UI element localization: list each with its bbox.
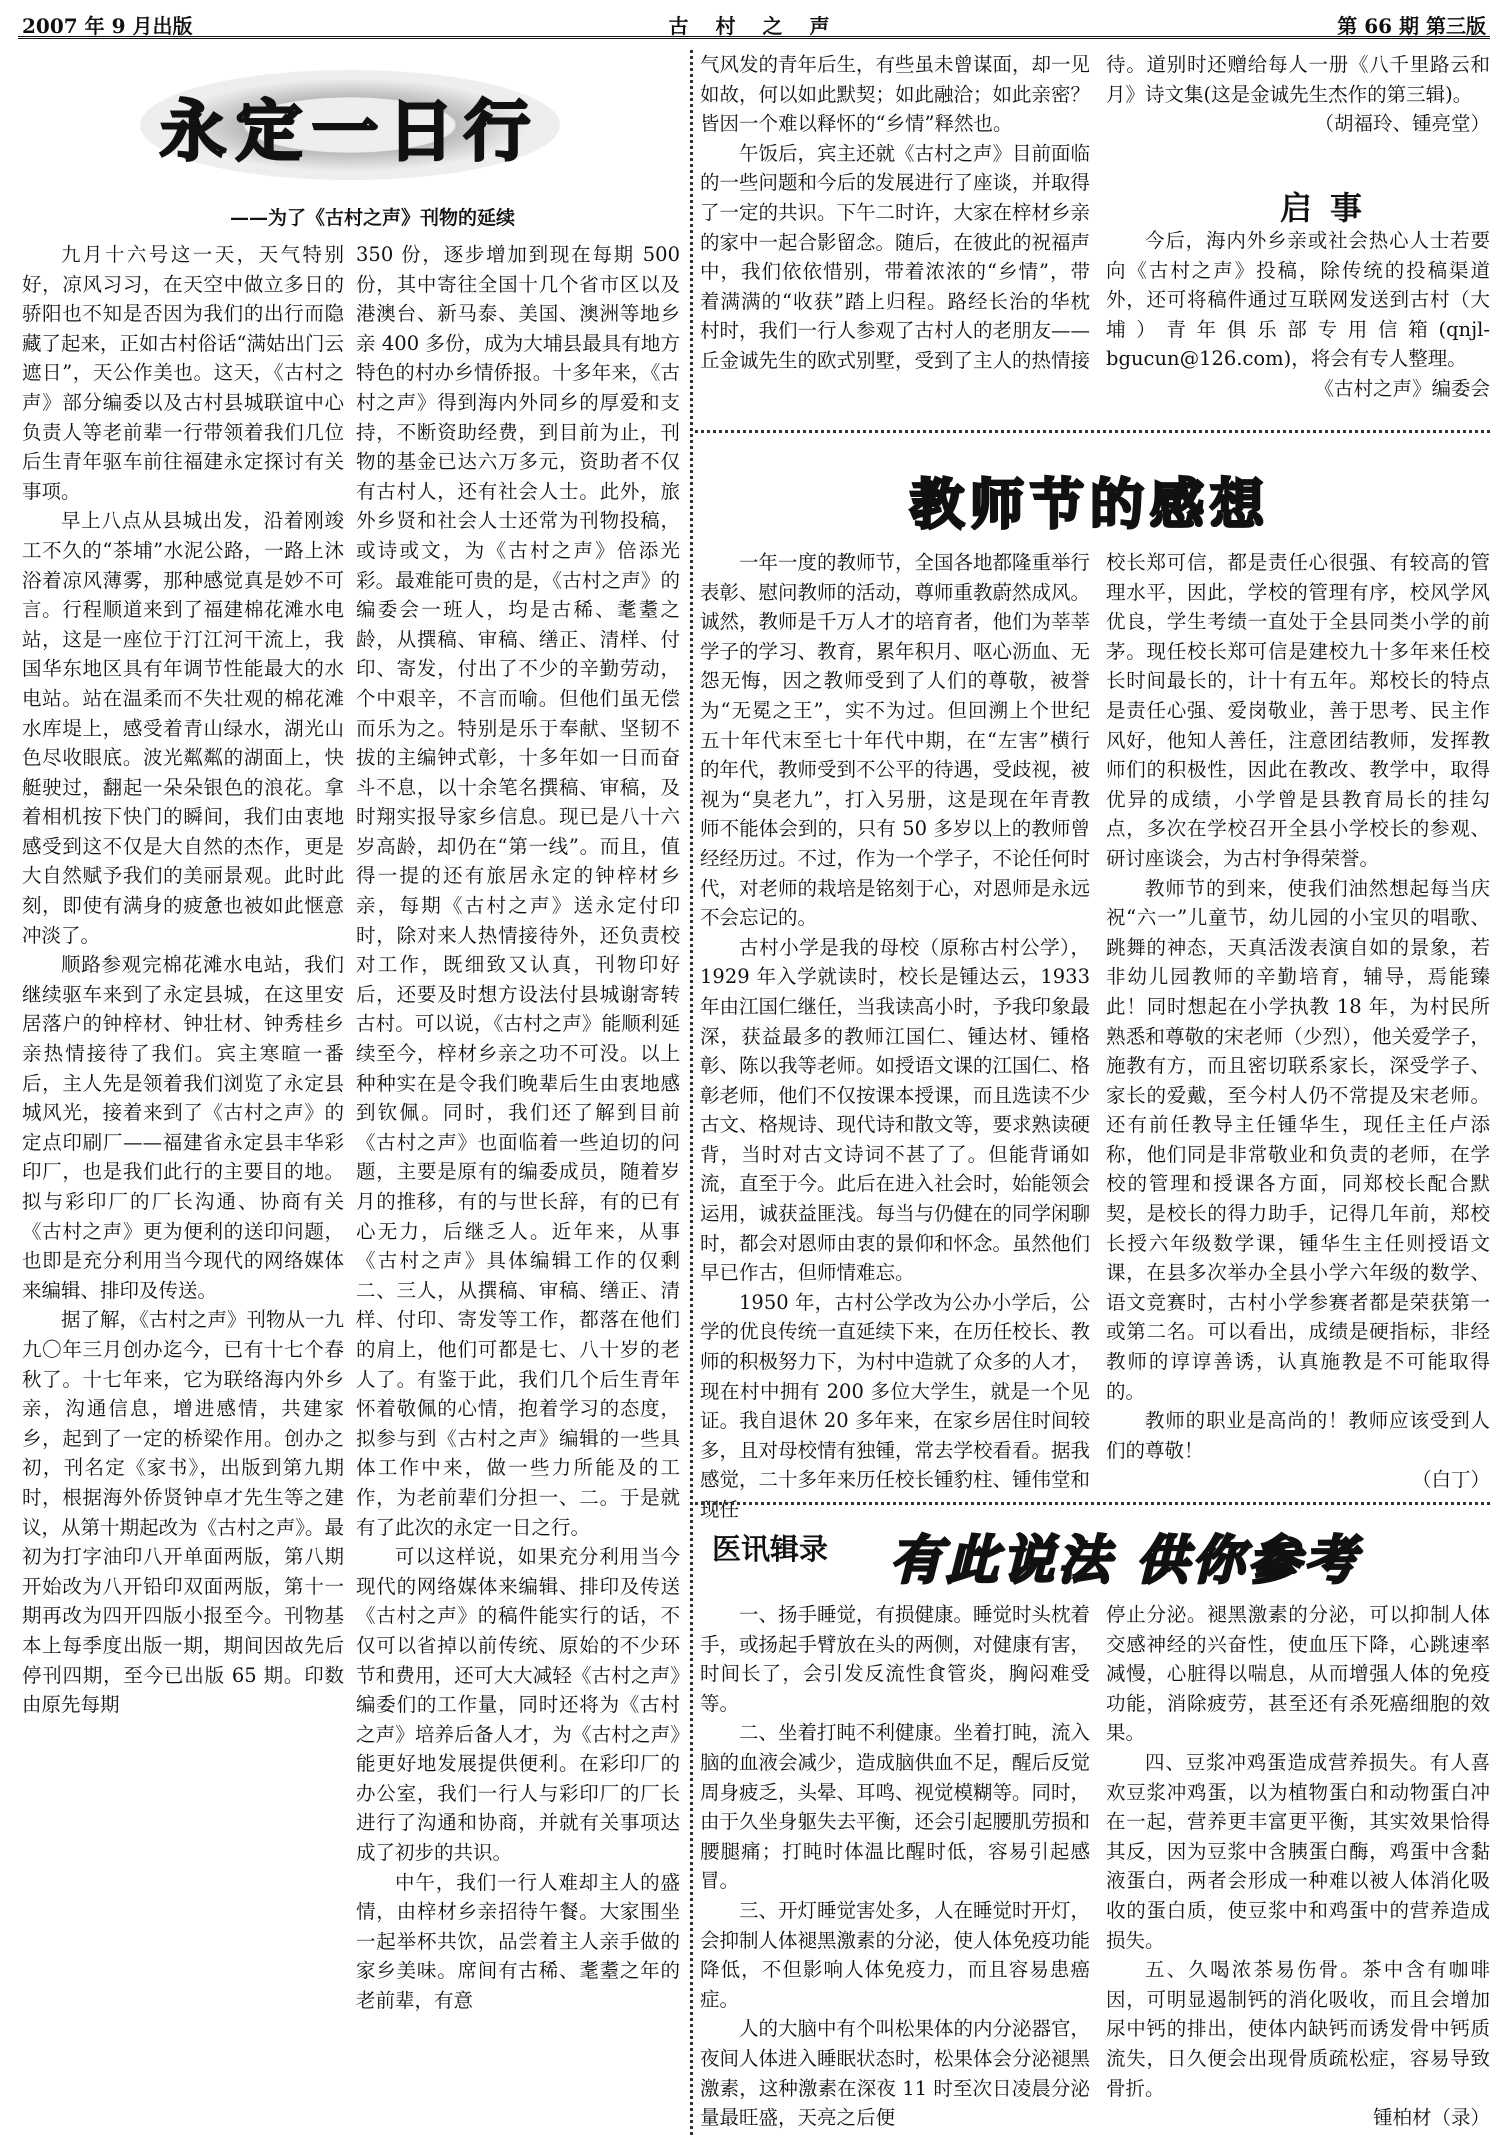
paragraph: 人的大脑中有个叫松果体的内分泌器官，夜间人体进入睡眠状态时，松果体会分泌褪黑激素，这种激素在深夜 11 时至次日凌晨分泌量最旺盛，天亮之后便: [700, 2017, 1091, 2130]
paragraph: 早上八点从县城出发，沿着刚竣工不久的“茶埔”水泥公路，一路上沐浴着凉风薄雾，那种感觉真是妙不可言。行程顺道来到了福建棉花滩水电站，这是一座位于汀江河干流上，我国华东地区具有年调节性能最大的水电站。站在温柔而不失壮观的棉花滩水库堤上，感受着青山绿水，湖光山色尽收眼底。波光粼粼的湖面上，快艇驶过，翻起一朵朵银色的浪花。拿着相机按下快门的瞬间，我们由衷地感受到这不仅是大自然的杰作，更是大自然赋予我们的美丽景观。此时此刻，即使有满身的疲惫也被如此惬意冲淡了。: [22, 509, 344, 947]
paragraph: 九月十六号这一天，天气特别好，凉风习习，在天空中做立多日的骄阳也不知是否因为我们的出行而隐藏了起来，正如古村俗话“满姑出门云遮日”，天公作美也。这天，《古村之声》部分编委以及古村县城联谊中心负责人等老前辈一行带领着我们几位后生青年驱车前往福建永定探讨有关事项。: [22, 243, 344, 503]
column-divider: [690, 50, 693, 2135]
travel-signature: （胡福玲、锺亮堂）: [1314, 112, 1490, 136]
paragraph: 二、坐着打盹不利健康。坐着打盹，流入脑的血液会减少，造成脑供血不足，醒后反觉周身疲乏，头晕、耳鸣、视觉模糊等。同时，由于久坐身躯失去平衡，还会引起腰肌劳损和腰腿痛；打盹时体温比醒时低，容易引起感冒。: [700, 1721, 1091, 1893]
section-divider: [695, 1502, 1490, 1505]
paragraph: 停止分泌。褪黑激素的分泌，可以抑制人体交感神经的兴奋性，使血压下降，心跳速率减慢，心脏得以喘息，从而增强人体的免疫功能，消除疲劳，甚至还有杀死癌细胞的效果。: [1106, 1603, 1490, 1745]
paragraph: 教师节的到来，使我们油然想起每当庆祝“六一”儿童节，幼儿园的小宝贝的唱歌、跳舞的神态，天真活泼表演自如的景象，若非幼儿园教师的辛勤培育，辅导，焉能臻此！同时想起在小学执教 18 年，为村民所熟悉和尊敬的宋老师（少烈），他关爱学子，施教有方，而且密切联系家长，深受学子、家长的爱戴，至今村人仍不常提及宋老师。还有前任教导主任锺华生，现任主任卢添称，他们同是非常敬业和负责的老师，在学校的管理和授课各方面，同郑校长配合默契，是校长的得力助手，记得几年前，郑校长授六年级数学课，锺华生主任则授语文课，在县多次举办全县小学六年级的数学、语文竞赛时，古村小学参赛者都是荣获第一或第二名。可以看出，成绩是硬指标，非经教师的谆谆善诱，认真施教是不可能取得的。: [1106, 876, 1490, 1403]
notice-signature: 《古村之声》编委会: [1314, 376, 1490, 400]
medical-column-left: [700, 1600, 1090, 2133]
page-header: [18, 8, 1490, 39]
paragraph: 三、开灯睡觉害处多，人在睡觉时开灯，会抑制人体褪黑激素的分泌，使人体免疫功能降低，不但影响人体免疫力，而且容易患癌症。: [700, 1898, 1091, 2011]
travel-title: 永定一日行: [160, 91, 540, 170]
travel-column-4: [1106, 50, 1490, 139]
paragraph: 四、豆浆冲鸡蛋造成营养损失。有人喜欢豆浆冲鸡蛋，以为植物蛋白和动物蛋白冲在一起，营养更丰富更平衡，其实效果恰得其反，因为豆浆中含胰蛋白酶，鸡蛋中含黏液蛋白，两者会形成一种难以被人体消化吸收的蛋白质，使豆浆中和鸡蛋中的营养造成损失。: [1106, 1750, 1490, 1952]
medical-label: 医讯辑录: [712, 1532, 829, 1566]
teacher-signature: （白丁）: [1411, 1468, 1490, 1492]
paragraph: 校长郑可信，都是责任心很强、有较高的管理水平，因此，学校的管理有序，校风学风优良，学生考绩一直处于全县同类小学的前茅。现任校长郑可信是建校九十多年来任校长时间最长的，计十有五年。郑校长的特点是责任心强、爱岗敬业，善于思考、民主作风好，他知人善任，注意团结教师，发挥教师们的积极性，因此在教改、教学中，取得优异的成绩，小学曾是县教育局长的挂勾点，多次在学校召开全县小学校长的参观、研讨座谈会，为古村争得荣誉。: [1106, 551, 1490, 870]
notice-title: 启事: [1280, 189, 1381, 227]
paragraph: 待。道别时还赠给每人一册《八千里路云和月》诗文集(这是金诚先生杰作的第三辑)。: [1106, 53, 1490, 106]
travel-column-3: [700, 50, 1090, 376]
issue-info: 第 66 期 第三版: [1337, 14, 1486, 38]
teacher-column-right: [1106, 548, 1490, 1495]
paragraph: 今后，海内外乡亲或社会热心人士若要向《古村之声》投稿，除传统的投稿渠道外，还可将稿件通过互联网发送到古村（大埔）青年俱乐部专用信箱(qnjl-bgucun@126.com)，将会有专人整理。: [1106, 229, 1490, 371]
teacher-title: 教师节的感想: [910, 472, 1270, 536]
travel-title-banner: [140, 70, 560, 180]
paragraph: 可以这样说，如果充分利用当今现代的网络媒体来编辑、排印及传送《古村之声》的稿件能实行的话，不仅可以省掉以前传统、原始的不少环节和费用，还可大大减轻《古村之声》编委们的工作量，同时还将为《古村之声》培养后备人才，为《古村之声》能更好地发展提供便利。在彩印厂的办公室，我们一行人与彩印厂的厂长进行了沟通和协商，并就有关事项达成了初步的共识。: [356, 1545, 680, 1865]
travel-subtitle: ——为了《古村之声》刊物的延续: [230, 207, 516, 229]
paragraph: 350 份，逐步增加到现在每期 500 份，其中寄往全国十几个省市区以及港澳台、新马泰、美国、澳洲等地乡亲 400 多份，成为大埔县最具有地方特色的村办乡情侨报。十多年来，《古村之声》得到海内外同乡的厚爱和支持，不断资助经费，到目前为止，刊物的基金已达六万多元，资助者不仅有古村人，还有社会人士。此外，旅外乡贤和社会人士还常为刊物投稿，或诗或文，为《古村之声》倍添光彩。最难能可贵的是，《古村之声》的编委会一班人，均是古稀、耄耋之龄，从撰稿、审稿、缮正、清样、付印、寄发，付出了不少的辛勤劳动，个中艰辛，不言而喻。但他们虽无偿而乐为之。特别是乐于奉献、坚韧不拔的主编钟式彰，十多年如一日而奋斗不息，以十余笔名撰稿、审稿，及时翔实报导家乡信息。现已是八十六岁高龄，却仍在“第一线”。而且，值得一提的还有旅居永定的钟梓材乡亲，每期《古村之声》送永定付印时，除对来人热情接待外，还负责校对工作，既细致又认真，刊物印好后，还要及时想方设法付县城谢寄转古村。可以说，《古村之声》能顺利延续至今，梓材乡亲之功不可没。以上种种实在是令我们晚辈后生由衷地感到钦佩。同时，我们还了解到目前《古村之声》也面临着一些迫切的问题，主要是原有的编委成员，随着岁月的推移，有的与世长辞，有的已有心无力，后继乏人。近年来，从事《古村之声》具体编辑工作的仅剩二、三人，从撰稿、审稿、缮正、清样、付印、寄发等工作，都落在他们的肩上，他们可都是七、八十岁的老人了。有鉴于此，我们几个后生青年怀着敬佩的心情，抱着学习的态度，拟参与到《古村之声》编辑的一些具体工作中来，做一些力所能及的工作，为老前辈们分担一、二。于是就有了此次的永定一日之行。: [356, 243, 680, 1539]
travel-column-2: [356, 240, 680, 2016]
paragraph: 中午，我们一行人难却主人的盛情，由梓材乡亲招待午餐。大家围坐一起举杯共饮，品尝着主人亲手做的家乡美味。席间有古稀、耄耋之年的老前辈，有意: [356, 1870, 680, 2013]
paragraph: 1950 年，古村公学改为公办小学后，公学的优良传统一直延续下来，在历任校长、教师的积极努力下，为村中造就了众多的人才，现在村中拥有 200 多位大学生，就是一个见证。我自退休 20 多年来，在家乡居住时间较多，且对母校情有独锺，常去学校看看。据我感觉，二十多年来历任校长锺豹柱、锺伟堂和现任: [700, 1290, 1091, 1521]
paragraph: 据了解，《古村之声》刊物从一九九〇年三月创办迄今，已有十七个春秋了。十七年来，它为联络海内外乡亲，沟通信息，增进感情，共建家乡，起到了一定的桥梁作用。创办之初，刊名定《家书》，出版到第九期时，根据海外侨贤钟卓才先生等之建议，从第十期起改为《古村之声》。最初为打字油印八开单面两版，第八期开始改为八开铅印双面两版，第十一期再改为四开四版小报至今。刊物基本上每季度出版一期，期间因故先后停刊四期，至今已出版 65 期。印数由原先每期: [22, 1308, 344, 1717]
section-divider: [695, 430, 1490, 433]
paragraph: 午饭后，宾主还就《古村之声》目前面临的一些问题和今后的发展进行了座谈，并取得了一定的共识。下午二时许，大家在梓材乡亲的家中一起合影留念。随后，在彼此的祝福声中，我们依依惜别，带着浓浓的“乡情”，带着满满的“收获”踏上归程。路经长治的华枕村时，我们一行人参观了古村人的老朋友——丘金诚先生的欧式别墅，受到了主人的热情接: [700, 141, 1091, 372]
medical-title: 有此说法 供你参考: [890, 1530, 1361, 1591]
publish-date: 2007 年 9 月出版: [22, 14, 193, 38]
notice-body: [1106, 226, 1490, 404]
teacher-column-left: [700, 548, 1090, 1525]
travel-column-1: [22, 240, 344, 1720]
paper-name: 古 村 之 声: [668, 14, 840, 38]
medical-signature: 锺柏材（录）: [1372, 2106, 1490, 2130]
paragraph: 顺路参观完棉花滩水电站，我们继续驱车来到了永定县城，在这里安居落户的钟梓材、钟壮材、钟秀桂乡亲热情接待了我们。宾主寒暄一番后，主人先是领着我们浏览了永定县城风光，接着来到了《古村之声》的定点印刷厂——福建省永定县丰华彩印厂，也是我们此行的主要目的地。拟与彩印厂的厂长沟通、协商有关《古村之声》更为便利的送印问题，也即是充分利用当今现代的网络媒体来编辑、排印及传送。: [22, 953, 344, 1302]
paragraph: 一、扬手睡觉，有损健康。睡觉时头枕着手，或扬起手臂放在头的两侧，对健康有害，时间长了，会引发反流性食管炎，胸闷难受等。: [700, 1603, 1091, 1715]
medical-column-right: [1106, 1600, 1490, 2133]
paragraph: 五、久喝浓茶易伤骨。茶中含有咖啡因，可明显遏制钙的消化吸收，而且会增加尿中钙的排出，使体内缺钙而诱发骨中钙质流失，日久便会出现骨质疏松症，容易导致骨折。: [1106, 1958, 1490, 2100]
paragraph: 古村小学是我的母校（原称古村公学），1929 年入学就读时，校长是锺达云，1933 年由江国仁继任，当我读高小时，予我印象最深，获益最多的教师江国仁、锺达材、锺格彰、陈以我等老师。如授语文课的江国仁、格彰老师，他们不仅按课本授课，而且选读不少古文、格规诗、现代诗和散文等，要求熟读硬背，当时对古文诗词不甚了了。但能背诵如流，直至于今。此后在进入社会时，始能领会运用，诚获益匪浅。每当与仍健在的同学闲聊时，都会对恩师由衷的景仰和怀念。虽然他们早已作古，但师情难忘。: [700, 935, 1091, 1285]
paragraph: 教师的职业是高尚的！教师应该受到人们的尊敬！: [1106, 1409, 1490, 1462]
paragraph: 一年一度的教师节，全国各地都隆重举行表彰、慰问教师的活动，尊师重教蔚然成风。诚然，教师是千万人才的培育者，他们为莘莘学子的学习、教育，累年积月、呕心沥血、无怨无悔，因之教师受到了人们的尊敬，被誉为“无冕之王”，实不为过。但回溯上个世纪五十年代末至七十年代中期，在“左害”横行的年代，教师受到不公平的待遇，受歧视，被视为“臭老九”，打入另册，这是现在年青教师不能体会到的，只有 50 多岁以上的教师曾经经历过。不过，作为一个学子，不论任何时代，对老师的栽培是铭刻于心，对恩师是永远不会忘记的。: [700, 551, 1091, 930]
paragraph: 气风发的青年后生，有些虽未曾谋面，却一见如故，何以如此默契；如此融洽；如此亲密？皆因一个难以释怀的“乡情”释然也。: [700, 53, 1091, 136]
